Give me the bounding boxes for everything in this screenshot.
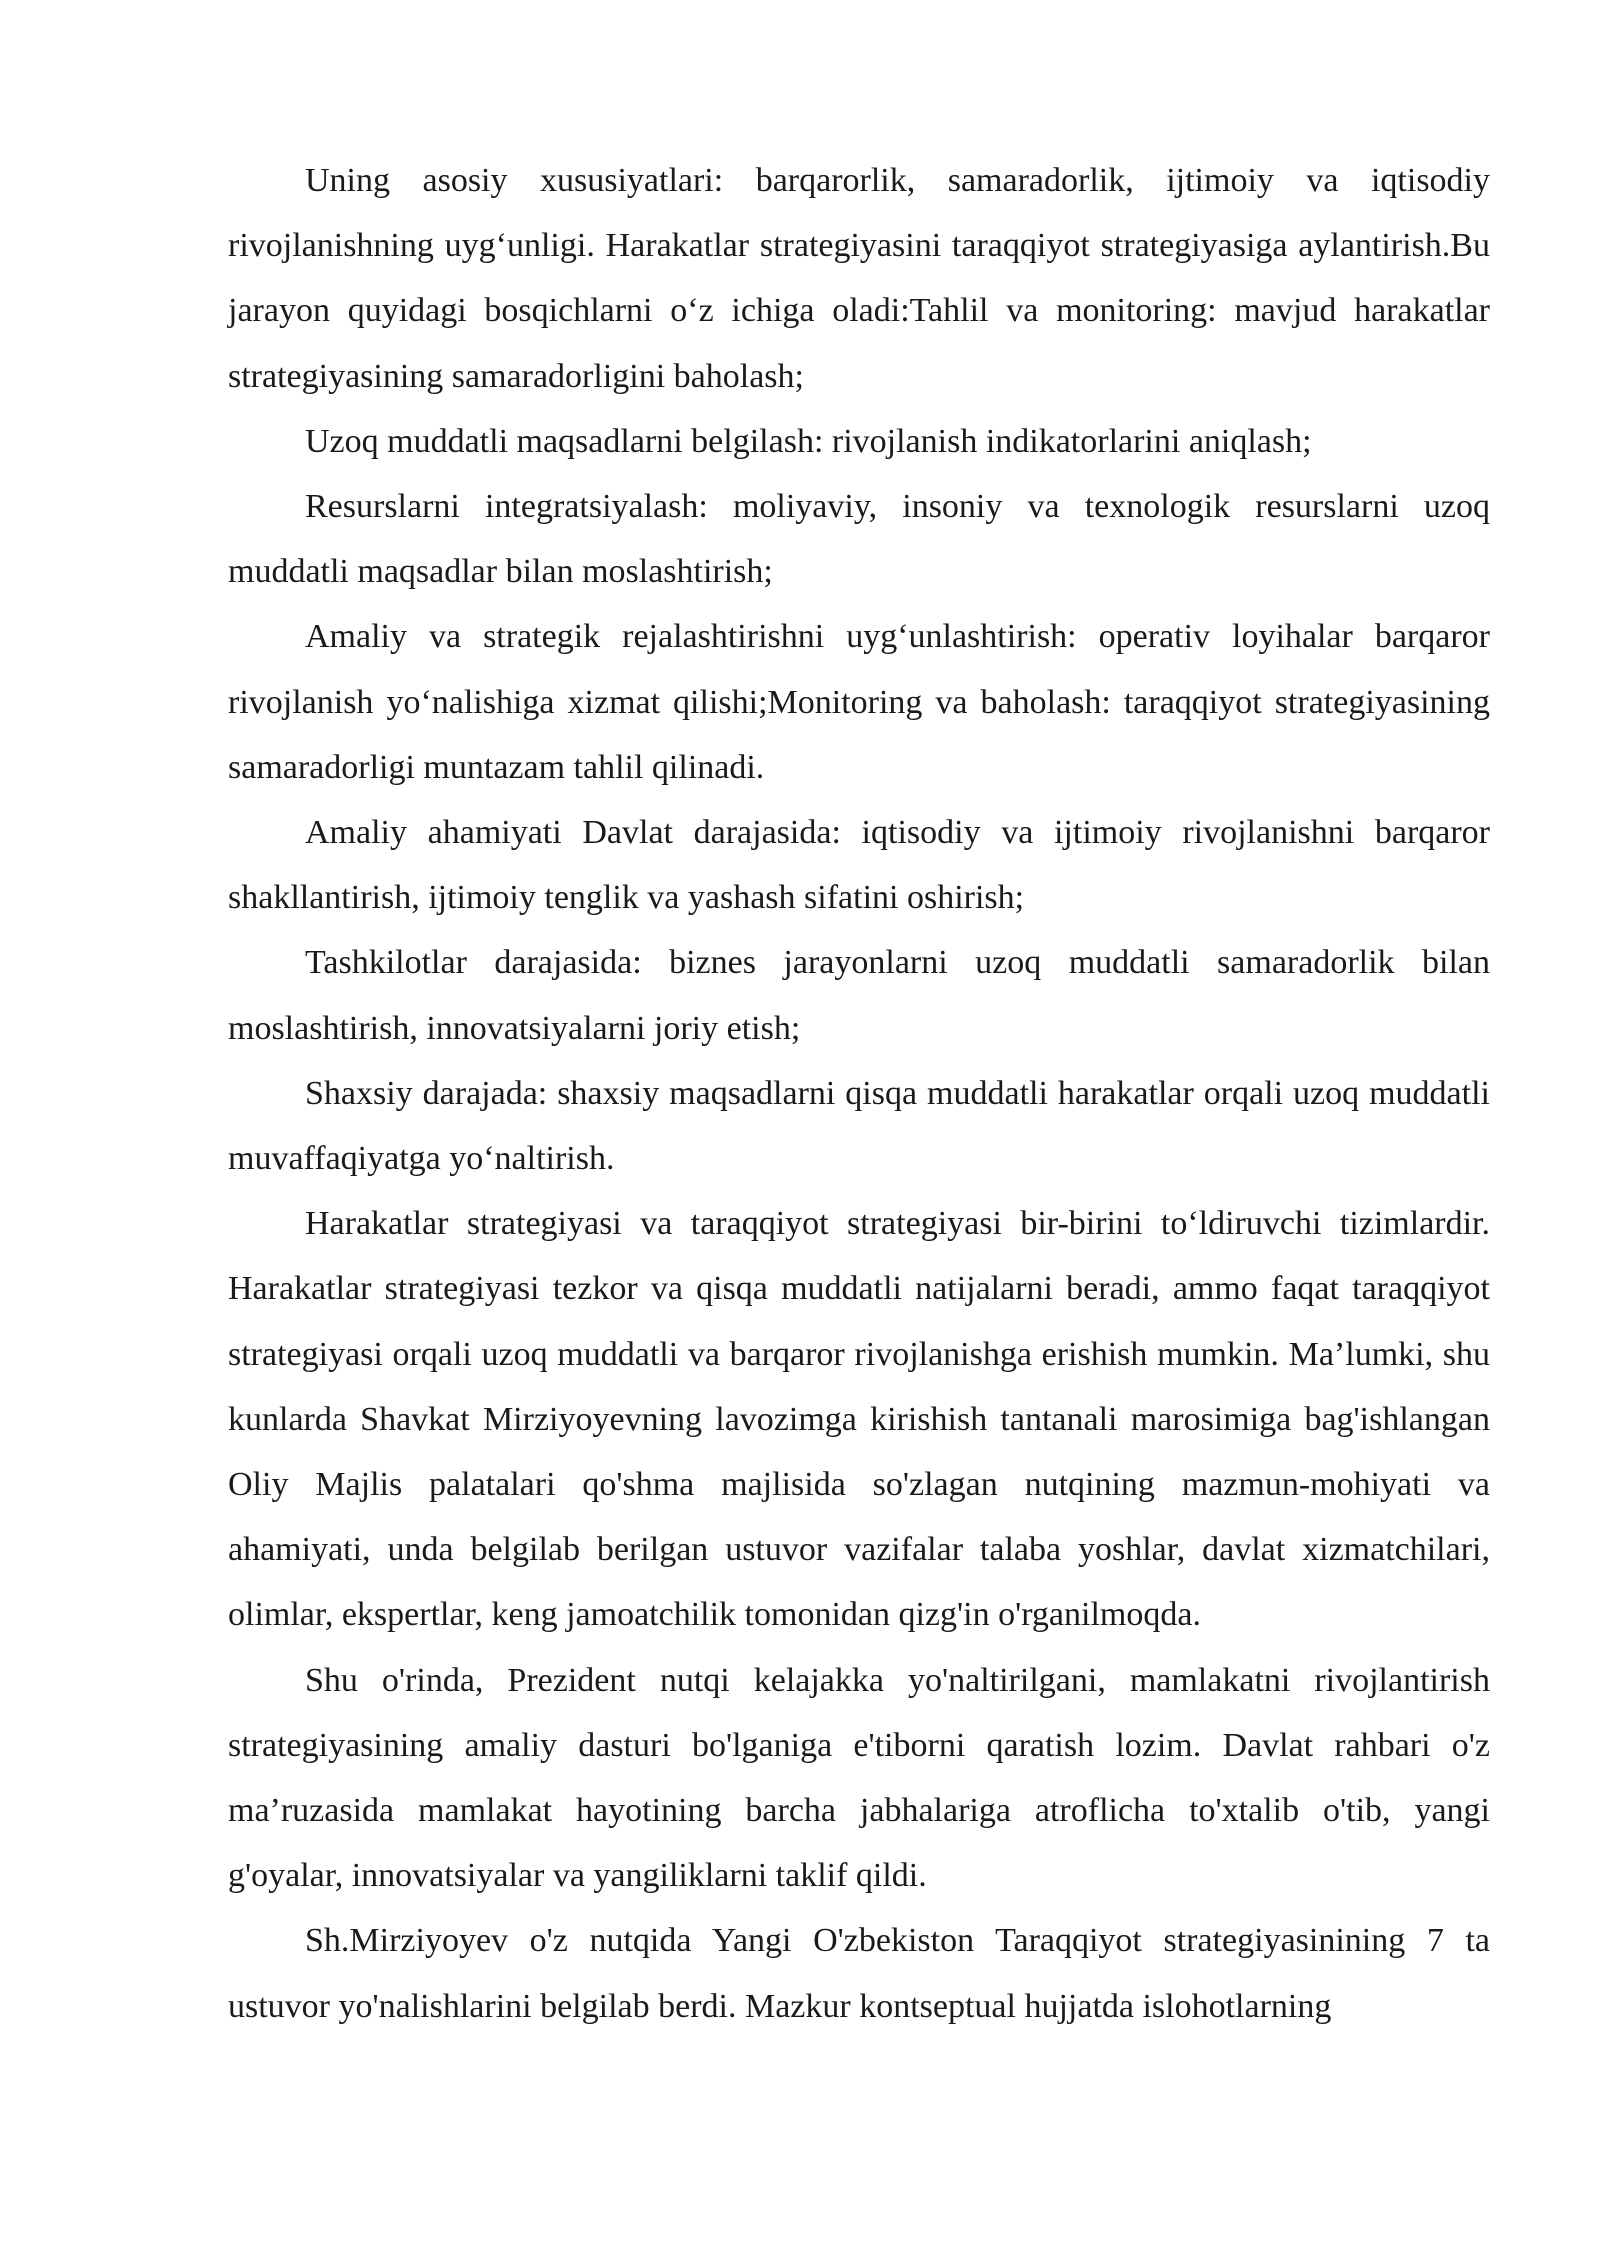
paragraph-planning-harmonization: Amaliy va strategik rejalashtirishni uyg‘unlashtirish: operativ loyihalar barqaror rivojlanish yo‘nalishiga xizmat qilishi;Monitoring va baholash: taraqqiyot strategiyasining samaradorligi muntazam tahlil qilinadi. xyxy=(228,618,1490,786)
paragraph-complementary-systems: Harakatlar strategiyasi va taraqqiyot strategiyasi bir-birini to‘ldiruvchi tizimlardir. Harakatlar strategiyasi tezkor va qisqa muddatli natijalarni beradi, ammo faqat taraqqiyot strategiyasi orqali uzoq muddatli va barqaror rivojlanishga erishish mumkin. Ma’lumki, shu kunlarda Shavkat Mirziyoyevning lavozimga kirishish tantanali marosimiga bag'ishlangan Oliy Majlis palatalari qo'shma majlisida so'zlagan nutqining mazmun-mohiyati va ahamiyati, unda belgilab berilgan ustuvor vazifalar talaba yoshlar, davlat xizmatchilari, olimlar, ekspertlar, keng jamoatchilik tomonidan qizg'in o'rganilmoqda. xyxy=(228,1205,1490,1634)
paragraph-organization-level: Tashkilotlar darajasida: biznes jarayonlarni uzoq muddatli samaradorlik bilan moslashtirish, innovatsiyalarni joriy etish; xyxy=(228,944,1490,1047)
paragraph-state-level: Amaliy ahamiyati Davlat darajasida: iqtisodiy va ijtimoiy rivojlanishni barqaror shakllantirish, ijtimoiy tenglik va yashash sifatini oshirish; xyxy=(228,814,1490,917)
paragraph-key-features: Uning asosiy xususiyatlari: barqarorlik, samaradorlik, ijtimoiy va iqtisodiy rivojlanishning uyg‘unligi. Harakatlar strategiyasini taraqqiyot strategiyasiga aylantirish.Bu jarayon quyidagi bosqichlarni o‘z ichiga oladi:Tahlil va monitoring: mavjud harakatlar strategiyasining samaradorligini baholash; xyxy=(228,162,1490,395)
paragraph-personal-level: Shaxsiy darajada: shaxsiy maqsadlarni qisqa muddatli harakatlar orqali uzoq muddatli muvaffaqiyatga yo‘naltirish. xyxy=(228,1074,1490,1178)
paragraph-presidential-speech: Shu o'rinda, Prezident nutqi kelajakka yo'naltirilgani, mamlakatni rivojlantirish strategiyasining amaliy dasturi bo'lganiga e'tiborni qaratish lozim. Davlat rahbari o'z ma’ruzasida mamlakat hayotining barcha jabhalariga atroflicha to'xtalib o'tib, yangi g'oyalar, innovatsiyalar va yangiliklarni taklif qildi. xyxy=(228,1661,1490,1895)
paragraph-resource-integration: Resurslarni integratsiyalash: moliyaviy, insoniy va texnologik resurslarni uzoq muddatli maqsadlar bilan moslashtirish; xyxy=(228,488,1490,591)
paragraph-long-term-goals: Uzoq muddatli maqsadlarni belgilash: rivojlanish indikatorlarini aniqlash; xyxy=(305,422,1312,460)
document-page xyxy=(228,148,1490,2039)
paragraph-development-strategy: Sh.Mirziyoyev o'z nutqida Yangi O'zbekiston Taraqqiyot strategiyasinining 7 ta ustuvor yo'nalishlarini belgilab berdi. Mazkur kontseptual hujjatda islohotlarning xyxy=(228,1922,1490,2025)
